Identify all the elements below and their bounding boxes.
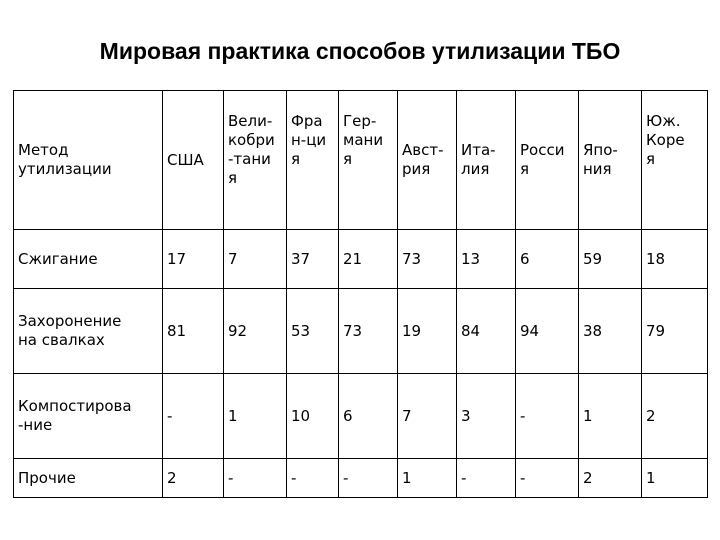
header-cell-usa xyxy=(163,91,224,230)
value-cell: 21 xyxy=(339,230,398,289)
value-cell: 79 xyxy=(642,289,708,374)
value-cell: 38 xyxy=(579,289,642,374)
value-cell: 6 xyxy=(516,230,579,289)
value-cell: 2 xyxy=(642,374,708,459)
value-cell: 37 xyxy=(287,230,339,289)
header-cell-austria xyxy=(398,91,457,230)
header-label: Япо- ния xyxy=(583,141,618,178)
value-cell: 92 xyxy=(224,289,287,374)
table-header-row xyxy=(14,91,708,230)
header-cell-italy xyxy=(457,91,516,230)
table-row xyxy=(14,459,708,498)
value-cell: 7 xyxy=(224,230,287,289)
cell-text: Сжигание xyxy=(18,249,98,268)
value-cell: 94 xyxy=(516,289,579,374)
cell-text: Компостирова -ние xyxy=(18,397,132,434)
method-cell xyxy=(14,459,163,498)
table-row xyxy=(14,289,708,374)
header-cell-france xyxy=(287,91,339,230)
header-label: Авст- рия xyxy=(402,141,444,178)
value-cell: - xyxy=(457,459,516,498)
value-cell: 1 xyxy=(224,374,287,459)
table-row xyxy=(14,374,708,459)
header-label: Фра н-ци я xyxy=(291,112,327,168)
header-label: США xyxy=(167,150,204,169)
value-cell: 13 xyxy=(457,230,516,289)
value-cell: 19 xyxy=(398,289,457,374)
value-cell: 1 xyxy=(579,374,642,459)
method-cell xyxy=(14,374,163,459)
value-cell: 17 xyxy=(163,230,224,289)
header-label: Юж. Коре я xyxy=(646,112,685,168)
value-cell: 10 xyxy=(287,374,339,459)
value-cell: 2 xyxy=(579,459,642,498)
method-cell xyxy=(14,289,163,374)
value-cell: 2 xyxy=(163,459,224,498)
header-cell-germany xyxy=(339,91,398,230)
value-cell: 53 xyxy=(287,289,339,374)
header-label: Вели- кобри -тани я xyxy=(228,112,275,187)
value-cell: 3 xyxy=(457,374,516,459)
value-cell: - xyxy=(163,374,224,459)
value-cell: 84 xyxy=(457,289,516,374)
header-label: Гер- мани я xyxy=(343,112,384,168)
value-cell: 7 xyxy=(398,374,457,459)
value-cell: 18 xyxy=(642,230,708,289)
header-cell-method xyxy=(14,91,163,230)
value-cell: 1 xyxy=(398,459,457,498)
waste-disposal-table xyxy=(13,90,708,498)
value-cell: 6 xyxy=(339,374,398,459)
header-cell-uk xyxy=(224,91,287,230)
page-title: Мировая практика способов утилизации ТБО xyxy=(99,38,621,64)
value-cell: - xyxy=(516,374,579,459)
value-cell: - xyxy=(339,459,398,498)
value-cell: - xyxy=(224,459,287,498)
value-cell: 81 xyxy=(163,289,224,374)
table-row xyxy=(14,230,708,289)
method-cell xyxy=(14,230,163,289)
header-cell-russia xyxy=(516,91,579,230)
value-cell: 1 xyxy=(642,459,708,498)
value-cell: 73 xyxy=(398,230,457,289)
value-cell: - xyxy=(516,459,579,498)
header-label: Метод утилизации xyxy=(18,141,112,178)
value-cell: 73 xyxy=(339,289,398,374)
header-label: Росси я xyxy=(520,141,565,178)
value-cell: 59 xyxy=(579,230,642,289)
cell-text: Захоронение на свалках xyxy=(18,312,122,349)
value-cell: - xyxy=(287,459,339,498)
cell-text: Прочие xyxy=(18,468,76,487)
header-cell-japan xyxy=(579,91,642,230)
header-label: Ита- лия xyxy=(461,141,496,178)
header-cell-south-korea xyxy=(642,91,708,230)
